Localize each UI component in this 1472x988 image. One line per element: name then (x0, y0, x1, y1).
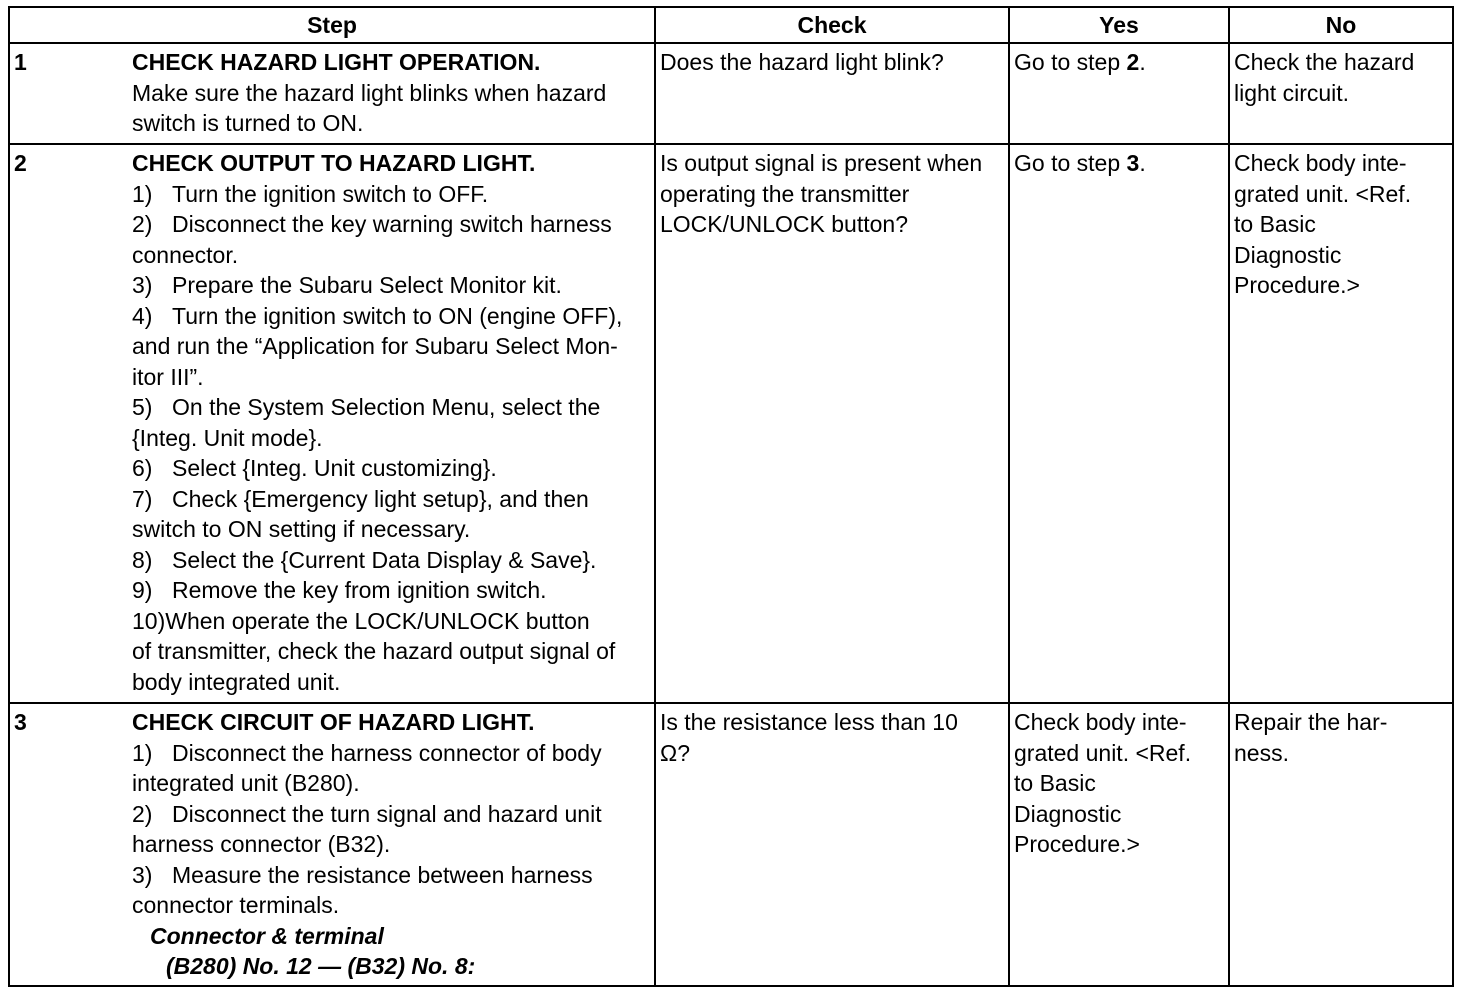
line-number: 1) (132, 739, 153, 766)
line-number: 10) (132, 607, 166, 634)
step-cell (9, 43, 655, 144)
yes-cell (1009, 43, 1229, 144)
step-line (132, 575, 650, 606)
table-header-row (9, 7, 1453, 43)
no-text: Check body inte- (1234, 150, 1407, 176)
step-title: CHECK OUTPUT TO HAZARD LIGHT. (132, 150, 536, 176)
line-text: When operate the LOCK/UNLOCK button (165, 607, 590, 634)
check-text: Does the hazard light blink? (660, 49, 944, 75)
step-text: switch is turned to ON. (132, 110, 364, 136)
step-line (132, 738, 650, 769)
yes-step-link[interactable]: 3 (1126, 150, 1140, 176)
table-row (9, 43, 1453, 144)
line-text: {Integ. Unit mode}. (132, 424, 323, 451)
step-line (132, 514, 650, 545)
step-line (132, 392, 650, 423)
step-line (132, 545, 650, 576)
no-text: Repair the har- (1234, 709, 1388, 735)
check-text: Ω? (660, 739, 690, 766)
line-text: Turn the ignition switch to ON (engine OFF), (172, 302, 623, 329)
line-number: 3) (132, 861, 153, 888)
diagnostic-procedure-document (8, 6, 1452, 982)
line-text: connector terminals. (132, 892, 340, 918)
line-text: Select {Integ. Unit customizing}. (172, 455, 497, 481)
step-line (132, 799, 650, 830)
line-text: Remove the key from ignition switch. (172, 577, 547, 603)
check-cell (655, 703, 1009, 986)
line-text: On the System Selection Menu, select the (172, 394, 601, 420)
line-text: itor III”. (132, 363, 204, 390)
step-number: 2 (14, 150, 27, 176)
line-number: 2) (132, 800, 153, 827)
line-text: Check {Emergency light setup}, and then (172, 485, 589, 512)
step-line (132, 331, 650, 362)
yes-text: Diagnostic (1014, 800, 1122, 827)
no-text: grated unit. <Ref. (1234, 180, 1412, 207)
check-cell (655, 144, 1009, 703)
line-text: Disconnect the turn signal and hazard unit (172, 800, 602, 827)
yes-text: to Basic (1014, 770, 1096, 796)
check-text: Is output signal is present when (660, 150, 983, 176)
step-title: CHECK CIRCUIT OF HAZARD LIGHT. (132, 709, 535, 735)
step-line (132, 423, 650, 454)
step-line (132, 240, 650, 271)
check-cell (655, 43, 1009, 144)
table-row (9, 144, 1453, 703)
step-line (132, 667, 650, 698)
header-check: Check (655, 7, 1009, 43)
yes-text: Go to step (1014, 150, 1127, 176)
step-line (132, 209, 650, 240)
step-cell (9, 144, 655, 703)
line-number: 4) (132, 302, 153, 329)
line-text: Prepare the Subaru Select Monitor kit. (172, 272, 562, 298)
line-text: Select the {Current Data Display & Save}. (172, 546, 597, 573)
line-text: harness connector (B32). (132, 831, 391, 857)
line-text: Disconnect the harness connector of body (172, 739, 602, 766)
step-number: 1 (14, 49, 27, 75)
line-number: 8) (132, 546, 153, 573)
line-text: Turn the ignition switch to OFF. (172, 180, 489, 207)
no-text: Check the hazard (1234, 49, 1415, 75)
line-number: 5) (132, 394, 153, 420)
diagnostic-table (8, 6, 1454, 987)
step-line (132, 890, 650, 921)
line-number: 9) (132, 577, 153, 603)
line-text: of transmitter, check the hazard output signal of (132, 638, 616, 664)
no-text: Diagnostic (1234, 241, 1342, 268)
line-number: 1) (132, 180, 153, 207)
step-line (132, 453, 650, 484)
table-row (9, 703, 1453, 986)
line-text: body integrated unit. (132, 668, 341, 695)
check-text: LOCK/UNLOCK button? (660, 211, 909, 237)
step-line (132, 768, 650, 799)
yes-step-link[interactable]: 2 (1126, 49, 1140, 75)
no-cell (1229, 43, 1453, 144)
step-line (132, 362, 650, 393)
step-line (132, 270, 650, 301)
line-text: and run the “Application for Subaru Select Mon- (132, 333, 618, 359)
check-text: operating the transmitter (660, 180, 910, 207)
line-text: Disconnect the key warning switch harness (172, 211, 612, 237)
header-no: No (1229, 7, 1453, 43)
no-text: to Basic (1234, 211, 1316, 237)
yes-suffix: . (1139, 150, 1146, 176)
line-number: 6) (132, 455, 153, 481)
check-text: Is the resistance less than 10 (660, 709, 958, 735)
yes-cell (1009, 703, 1229, 986)
step-cell (9, 703, 655, 986)
no-text: ness. (1234, 739, 1289, 766)
line-text: connector. (132, 241, 239, 268)
no-text: light circuit. (1234, 79, 1350, 106)
no-text: Procedure.> (1234, 272, 1360, 298)
yes-suffix: . (1139, 49, 1146, 75)
line-number: 2) (132, 211, 153, 237)
header-yes: Yes (1009, 7, 1229, 43)
step-line (132, 179, 650, 210)
no-cell (1229, 703, 1453, 986)
spec-value: (B280) No. 12 — (B32) No. 8: (166, 953, 476, 979)
header-step: Step (9, 7, 655, 43)
yes-cell (1009, 144, 1229, 703)
line-number: 7) (132, 485, 153, 512)
step-text: Make sure the hazard light blinks when hazard (132, 79, 607, 106)
step-line (132, 829, 650, 860)
line-text: Measure the resistance between harness (172, 861, 593, 888)
step-line (132, 301, 650, 332)
line-number: 3) (132, 272, 153, 298)
no-cell (1229, 144, 1453, 703)
step-line (132, 606, 650, 637)
yes-text: grated unit. <Ref. (1014, 739, 1192, 766)
step-line (132, 636, 650, 667)
step-line (132, 860, 650, 891)
line-text: integrated unit (B280). (132, 770, 360, 796)
line-text: switch to ON setting if necessary. (132, 516, 471, 542)
step-title: CHECK HAZARD LIGHT OPERATION. (132, 49, 541, 75)
step-number: 3 (14, 709, 27, 735)
step-line (132, 484, 650, 515)
spec-label: Connector & terminal (150, 922, 384, 949)
yes-text: Check body inte- (1014, 709, 1187, 735)
yes-text: Go to step (1014, 49, 1127, 75)
yes-text: Procedure.> (1014, 831, 1140, 857)
